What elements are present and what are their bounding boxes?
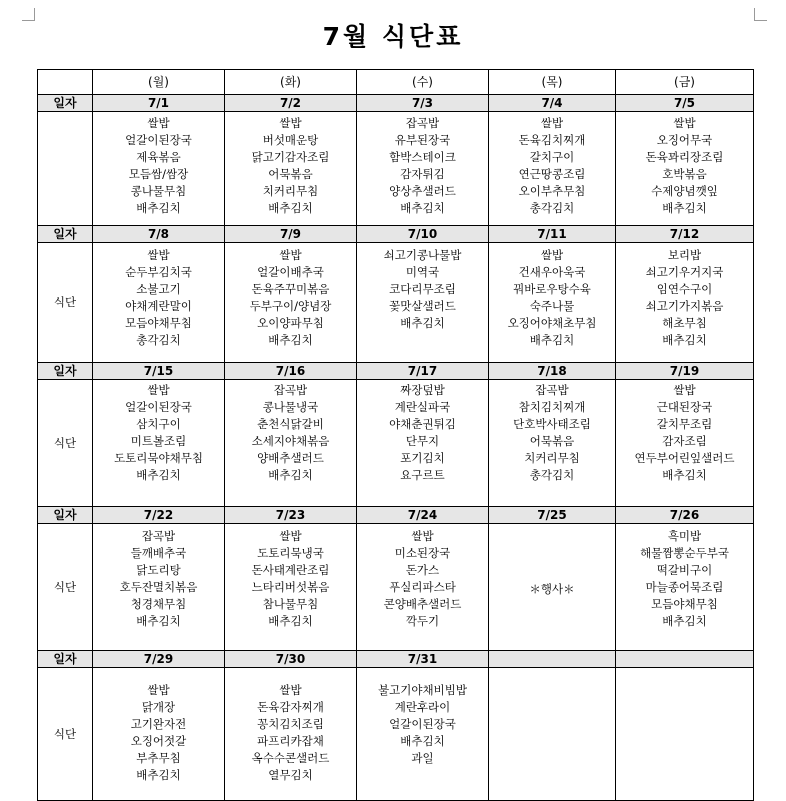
menu-item: 꿔바로우탕수육: [513, 282, 591, 296]
weekday-header: (목): [489, 70, 616, 95]
menu-item: 치커리무침: [524, 451, 580, 465]
date-row-label: 일자: [38, 226, 93, 243]
menu-item: 총각김치: [529, 468, 575, 482]
menu-item: 배추김치: [400, 201, 445, 215]
menu-cell: [225, 112, 357, 226]
menu-item: 과일: [411, 751, 434, 765]
menu-item: 배추김치: [268, 468, 313, 482]
date-cell: 7/1: [93, 95, 225, 112]
date-row: [38, 95, 754, 112]
menu-cell: [93, 380, 225, 507]
menu-item: 계란후라이: [394, 700, 451, 714]
menu-item: 배추김치: [268, 614, 313, 628]
menu-table: [37, 69, 754, 801]
menu-item: 미역국: [405, 265, 440, 279]
menu-item: 돈육주꾸미볶음: [251, 282, 330, 296]
menu-item: 양상추샐러드: [389, 184, 456, 198]
menu-item: 버섯매운탕: [262, 133, 319, 147]
menu-item: 쇠고기가지볶음: [645, 299, 724, 313]
menu-item: 해초무침: [662, 316, 707, 330]
menu-item: 야채춘권튀김: [389, 417, 456, 431]
menu-cell: [93, 668, 225, 801]
menu-item: 옥수수콘샐러드: [251, 751, 330, 765]
menu-item: 꽃맛살샐러드: [389, 299, 456, 313]
menu-cell: [489, 243, 616, 363]
menu-item: 얼갈이된장국: [125, 400, 192, 414]
date-cell: 7/30: [225, 651, 357, 668]
menu-item: 쌀밥: [147, 116, 170, 130]
menu-item: 유부된장국: [394, 133, 451, 147]
menu-item: 배추김치: [136, 768, 181, 782]
menu-item: 감자조림: [662, 434, 707, 448]
menu-item: 근대된장국: [656, 400, 713, 414]
menu-item: 쇠고기우거지국: [645, 265, 724, 279]
menu-cell: [616, 243, 754, 363]
menu-item: 배추김치: [268, 201, 313, 215]
event-cell: [489, 524, 616, 651]
corner-cell: [38, 70, 93, 95]
menu-row: [38, 668, 754, 801]
menu-item: 갈치구이: [529, 150, 575, 164]
menu-cell: [93, 112, 225, 226]
menu-cell: [489, 668, 616, 801]
menu-item: 느타리버섯볶음: [251, 580, 330, 594]
menu-item: 쌀밥: [279, 248, 302, 262]
date-cell: 7/25: [489, 507, 616, 524]
menu-item: 푸실리파스타: [389, 580, 456, 594]
date-cell: 7/4: [489, 95, 616, 112]
menu-cell: [616, 524, 754, 651]
date-cell: 7/3: [357, 95, 489, 112]
menu-item: 쇠고기콩나물밥: [383, 248, 462, 262]
menu-item: 쌀밥: [279, 683, 302, 697]
menu-item: 배추김치: [662, 333, 707, 347]
menu-item: 얼갈이된장국: [125, 133, 192, 147]
menu-item: 순두부김치국: [125, 265, 192, 279]
menu-item: 임연수구이: [656, 282, 713, 296]
menu-cell: [225, 668, 357, 801]
date-cell: 7/15: [93, 363, 225, 380]
menu-item: 도토리묵야채무침: [114, 451, 203, 465]
menu-item: 단호박사태조림: [513, 417, 591, 431]
menu-item: 얼갈이된장국: [389, 717, 456, 731]
menu-item: 닭개장: [141, 700, 176, 714]
menu-cell: [93, 524, 225, 651]
menu-item: 오이양파무침: [257, 316, 324, 330]
menu-item: 배추김치: [662, 201, 707, 215]
menu-cell: [616, 380, 754, 507]
menu-item: 숙주나물: [529, 299, 575, 313]
weekday-header-row: [38, 70, 754, 95]
date-cell: 7/12: [616, 226, 754, 243]
menu-row-label: 식단: [38, 524, 93, 651]
menu-item: 도토리묵냉국: [257, 546, 324, 560]
menu-item: 오징어무국: [656, 133, 713, 147]
menu-cell: [357, 380, 489, 507]
menu-cell: [225, 380, 357, 507]
date-cell: 7/5: [616, 95, 754, 112]
menu-item: 제육볶음: [136, 150, 181, 164]
menu-cell: [357, 112, 489, 226]
weekday-header: (월): [93, 70, 225, 95]
menu-item: 쌀밥: [540, 248, 564, 262]
menu-row-label: [38, 112, 93, 226]
date-row: [38, 651, 754, 668]
menu-item: 잡곡밥: [535, 383, 569, 397]
menu-item: 미트볼조림: [130, 434, 187, 448]
menu-item: 연두부어린잎샐러드: [634, 451, 735, 465]
menu-item: 쌀밥: [673, 383, 696, 397]
date-row-label: 일자: [38, 651, 93, 668]
date-row-label: 일자: [38, 363, 93, 380]
menu-row-label: 식단: [38, 380, 93, 507]
menu-cell: [225, 243, 357, 363]
menu-item: 춘천식닭갈비: [257, 417, 324, 431]
menu-item: 잡곡밥: [141, 529, 176, 543]
menu-item: 얼갈이배추국: [257, 265, 324, 279]
menu-item: 배추김치: [136, 201, 181, 215]
menu-item: 두부구이/양념장: [249, 299, 332, 313]
menu-item: 짜장덮밥: [400, 383, 445, 397]
menu-item: 모듬쌈/쌈장: [128, 167, 189, 181]
date-cell: 7/23: [225, 507, 357, 524]
date-cell: 7/22: [93, 507, 225, 524]
date-row-label: 일자: [38, 507, 93, 524]
menu-item: 돈가스: [405, 563, 440, 577]
menu-item: 쌀밥: [279, 529, 302, 543]
menu-cell: [93, 243, 225, 363]
menu-item: 삼치구이: [136, 417, 181, 431]
menu-cell: [357, 524, 489, 651]
date-cell: 7/2: [225, 95, 357, 112]
menu-item: 쌀밥: [147, 383, 170, 397]
menu-item: 배추김치: [136, 468, 181, 482]
menu-item: 쌀밥: [147, 248, 170, 262]
menu-cell: [616, 112, 754, 226]
menu-row-label: 식단: [38, 668, 93, 801]
menu-cell: [616, 668, 754, 801]
menu-item: 오이부추무침: [518, 184, 586, 198]
menu-item: 연근땅콩조림: [518, 167, 586, 181]
menu-item: 요구르트: [400, 468, 445, 482]
menu-item: 미소된장국: [394, 546, 451, 560]
menu-cell: [357, 243, 489, 363]
menu-item: 오징어젓갈: [130, 734, 187, 748]
menu-cell: [357, 668, 489, 801]
date-row: [38, 507, 754, 524]
menu-item: 고기완자전: [130, 717, 187, 731]
menu-item: 호두잔멸치볶음: [119, 580, 198, 594]
menu-item: 배추김치: [529, 333, 575, 347]
menu-item: 감자튀김: [400, 167, 445, 181]
menu-item: 치커리무침: [262, 184, 319, 198]
menu-row-label: 식단: [38, 243, 93, 363]
date-cell: 7/18: [489, 363, 616, 380]
menu-item: 쌀밥: [279, 116, 302, 130]
menu-item: 청경채무침: [130, 597, 187, 611]
menu-item: 모듬야채무침: [125, 316, 192, 330]
date-cell: 7/24: [357, 507, 489, 524]
date-cell: 7/9: [225, 226, 357, 243]
menu-item: 떡갈비구이: [656, 563, 713, 577]
menu-item: 닭고기감자조림: [251, 150, 330, 164]
date-cell: 7/11: [489, 226, 616, 243]
date-row-label: 일자: [38, 95, 93, 112]
page-title: 7월 식단표: [322, 22, 464, 51]
menu-item: 건새우아욱국: [518, 265, 586, 279]
menu-cell: [489, 380, 616, 507]
menu-row: [38, 380, 754, 507]
menu-cell: [489, 112, 616, 226]
menu-item: 돈사태계란조림: [251, 563, 330, 577]
menu-item: 어묵볶음: [268, 167, 313, 181]
date-cell: [489, 651, 616, 668]
menu-item: 꽁치김치조림: [257, 717, 324, 731]
date-cell: [616, 651, 754, 668]
menu-item: 호박볶음: [662, 167, 707, 181]
weekday-header: (수): [357, 70, 489, 95]
menu-item: 열무김치: [268, 768, 313, 782]
menu-item: 콩나물냉국: [262, 400, 319, 414]
menu-item: 모듬야채무침: [651, 597, 718, 611]
menu-item: ＊행사＊: [529, 581, 575, 596]
menu-row: [38, 524, 754, 651]
menu-item: 불고기야채비빔밥: [378, 683, 467, 697]
menu-item: 어묵볶음: [529, 434, 575, 448]
menu-item: 깍두기: [405, 614, 440, 628]
menu-item: 잡곡밥: [405, 116, 440, 130]
menu-item: 해물짬뽕순두부국: [640, 546, 729, 560]
menu-item: 양배추샐러드: [257, 451, 324, 465]
date-row: [38, 363, 754, 380]
menu-row: [38, 243, 754, 363]
menu-item: 총각김치: [136, 333, 181, 347]
menu-item: 잡곡밥: [273, 383, 308, 397]
menu-item: 배추김치: [136, 614, 181, 628]
menu-item: 쌀밥: [411, 529, 434, 543]
weekday-header: (화): [225, 70, 357, 95]
menu-item: 콩나물무침: [130, 184, 187, 198]
menu-item: 야채계란말이: [125, 299, 192, 313]
date-cell: 7/17: [357, 363, 489, 380]
date-cell: 7/19: [616, 363, 754, 380]
date-cell: 7/8: [93, 226, 225, 243]
menu-item: 배추김치: [662, 614, 707, 628]
weekday-header: (금): [616, 70, 754, 95]
menu-item: 소불고기: [136, 282, 181, 296]
menu-item: 배추김치: [400, 316, 445, 330]
menu-item: 쌀밥: [540, 116, 564, 130]
menu-item: 배추김치: [268, 333, 313, 347]
menu-item: 포기김치: [400, 451, 445, 465]
date-cell: 7/26: [616, 507, 754, 524]
menu-item: 돈육김치찌개: [518, 133, 586, 147]
menu-item: 닭도리탕: [136, 563, 181, 577]
date-row: [38, 226, 754, 243]
menu-item: 오징어야채초무침: [507, 316, 597, 330]
menu-item: 참치김치찌개: [518, 400, 586, 414]
menu-item: 쌀밥: [147, 683, 170, 697]
menu-item: 배추김치: [400, 734, 445, 748]
menu-item: 코다리무조림: [389, 282, 456, 296]
menu-item: 함박스테이크: [389, 150, 456, 164]
menu-row: [38, 112, 754, 226]
menu-item: 콘양배추샐러드: [383, 597, 462, 611]
menu-item: 파프리카잡채: [257, 734, 324, 748]
menu-item: 배추김치: [662, 468, 707, 482]
menu-item: 흑미밥: [667, 529, 702, 543]
date-cell: 7/16: [225, 363, 357, 380]
menu-item: 계란실파국: [394, 400, 451, 414]
menu-item: 총각김치: [529, 201, 575, 215]
menu-item: 참나물무침: [262, 597, 319, 611]
menu-item: 돈육꽈리장조림: [645, 150, 724, 164]
menu-item: 갈치무조림: [656, 417, 713, 431]
menu-item: 들깨배추국: [130, 546, 187, 560]
menu-item: 소세지야채볶음: [251, 434, 330, 448]
menu-item: 돈육감자찌개: [257, 700, 324, 714]
menu-item: 부추무침: [136, 751, 181, 765]
menu-item: 쌀밥: [673, 116, 696, 130]
menu-item: 단무지: [405, 434, 440, 448]
menu-item: 마늘종어묵조림: [645, 580, 724, 594]
date-cell: 7/31: [357, 651, 489, 668]
menu-item: 보리밥: [667, 248, 702, 262]
menu-item: 수제양념깻잎: [651, 184, 718, 198]
date-cell: 7/10: [357, 226, 489, 243]
date-cell: 7/29: [93, 651, 225, 668]
menu-cell: [225, 524, 357, 651]
